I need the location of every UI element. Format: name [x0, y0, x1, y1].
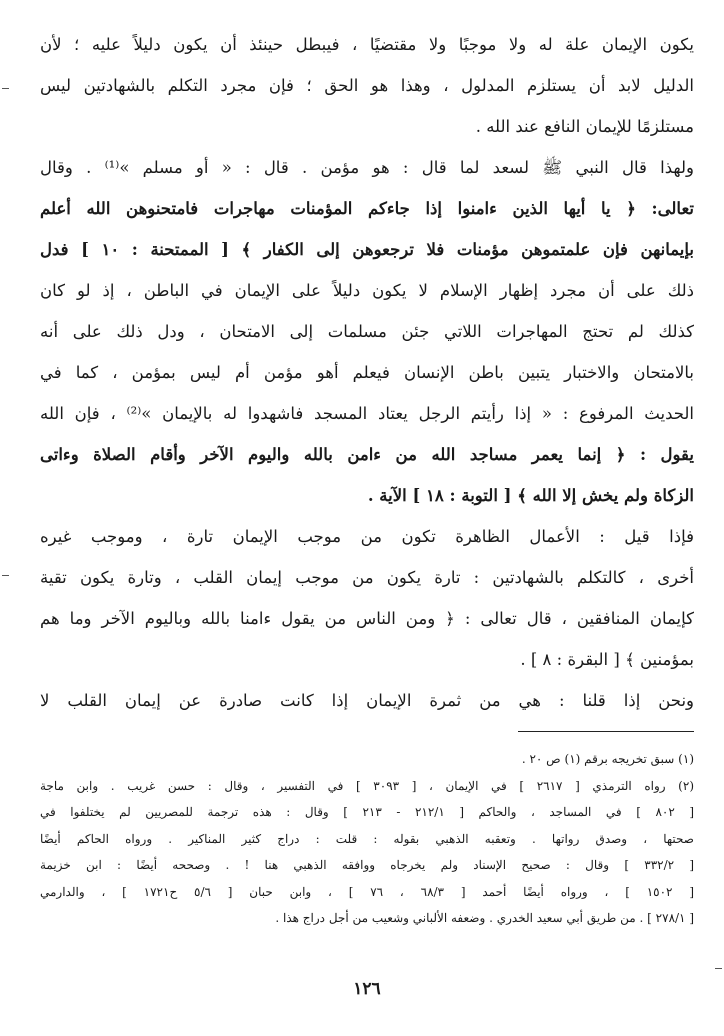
body-line: كذلك لم تحتج المهاجرات اللاتي جئن مسلمات إلى الامتحان ، ودل ذلك على أنه [40, 322, 694, 341]
footnotes [40, 746, 694, 932]
body-line: أخرى ، كالتكلم بالشهادتين : تارة يكون من موجب إيمان القلب ، وتارة يكون تقية [40, 568, 694, 587]
body-line: فإذا قيل : الأعمال الظاهرة تكون من موجب الإيمان تارة ، وموجب غيره [40, 527, 694, 546]
quran-verse-line: كإيمان المنافقين ، قال تعالى : ﴿ ومن الناس من يقول ءامنا بالله وباليوم الآخر وما هم [40, 609, 694, 628]
body-line: ذلك على أن مجرد إظهار الإسلام لا يكون دليلاً على الإيمان في الباطن ، إذ لو كان [40, 281, 694, 300]
footnote-line: [ ٢٧٨/١ ] . من طريق أبي سعيد الخدري . وضعفه الألباني وشعيب من أجل دراج هذا . [275, 911, 694, 925]
footnote-line: صحتها ، وصدق رواتها . وتعقبه الذهبي بقوله : قلت : دراج كثير المناكير . ورواه الحاكم أيضًا [40, 831, 694, 846]
hadith-line: الحديث المرفوع : « إذا رأيتم الرجل يعتاد المسجد فاشهدوا له بالإيمان »⁽²⁾ ، فإن الله [40, 404, 694, 423]
body-line: يكون الإيمان علة له ولا موجبًا ولا مقتضيًا ، فيبطل حينئذ أن يكون دليلاً عليه ؛ لأن [40, 35, 694, 54]
quran-verse-line: بمؤمنين ﴾ [ البقرة : ٨ ] . [520, 650, 694, 669]
footnote-line: [ ٨٠٢ ] في المساجد ، والحاكم [ ٢١٢/١ - ٢١٣ ] وقال : هذه ترجمة للمصريين لم يختلفوا في [40, 805, 694, 819]
book-page [40, 24, 694, 1036]
footnote-line: [ ٣٣٢/٢ ] وقال : صحيح الإسناد ولم يخرجاه ووافقه الذهبي هنا ! . وصححه أيضًا : ابن خزيمة [40, 858, 694, 872]
body-line: بالامتحان والاختبار يتبين باطن الإنسان فيعلم أهو مؤمن أم ليس بمؤمن ، كما في [40, 363, 694, 382]
margin-mark [2, 88, 9, 89]
page-number: ١٢٦ [353, 979, 381, 999]
quran-verse-line: تعالى: ﴿ يا أيها الذين ءامنوا إذا جاءكم المؤمنات مهاجرات فامتحنوهن الله أعلم [40, 199, 694, 218]
quran-verse-line: بإيمانهن فإن علمتموهن مؤمنات فلا ترجعوهن إلى الكفار ﴾ [ الممتحنة : ١٠ ] فدل [40, 240, 694, 259]
quran-verse-line: الزكاة ولم يخش إلا الله ﴾ [ التوبة : ١٨ ] الآية . [367, 486, 694, 505]
margin-mark [2, 575, 9, 576]
body-line: ولهذا قال النبي ﷺ لسعد لما قال : هو مؤمن . قال : « أو مسلم »⁽¹⁾ . وقال [40, 158, 694, 177]
body-line: مستلزمًا للإيمان النافع عند الله . [475, 117, 694, 136]
body-text [40, 24, 694, 721]
footnote-line: [ ١٥٠٢ ] ، ورواه أيضًا أحمد [ ٦٨/٣ ، ٧٦ ] ، وابن حبان [ ٥/٦ ح١٧٢١ ] ، والدارمي [40, 884, 694, 899]
quran-verse-line: يقول : ﴿ إنما يعمر مساجد الله من ءامن بالله واليوم الآخر وأقام الصلاة وءاتى [40, 445, 694, 464]
footnote-separator [518, 731, 694, 732]
footnote-line: (٢) رواه الترمذي [ ٢٦١٧ ] في الإيمان ، [ ٣٠٩٣ ] في التفسير ، وقال : حسن غريب . وابن ماجة [40, 778, 694, 793]
margin-mark [715, 968, 722, 969]
footnote-line: (١) سبق تخريجه برقم (١) ص ٢٠ . [521, 752, 694, 766]
body-line: ونحن إذا قلنا : هي من ثمرة الإيمان إذا كانت صادرة عن إيمان القلب لا [40, 691, 694, 710]
body-line: الدليل لابد أن يستلزم المدلول ، وهذا هو الحق ؛ فإن مجرد التكلم بالشهادتين ليس [40, 76, 694, 95]
